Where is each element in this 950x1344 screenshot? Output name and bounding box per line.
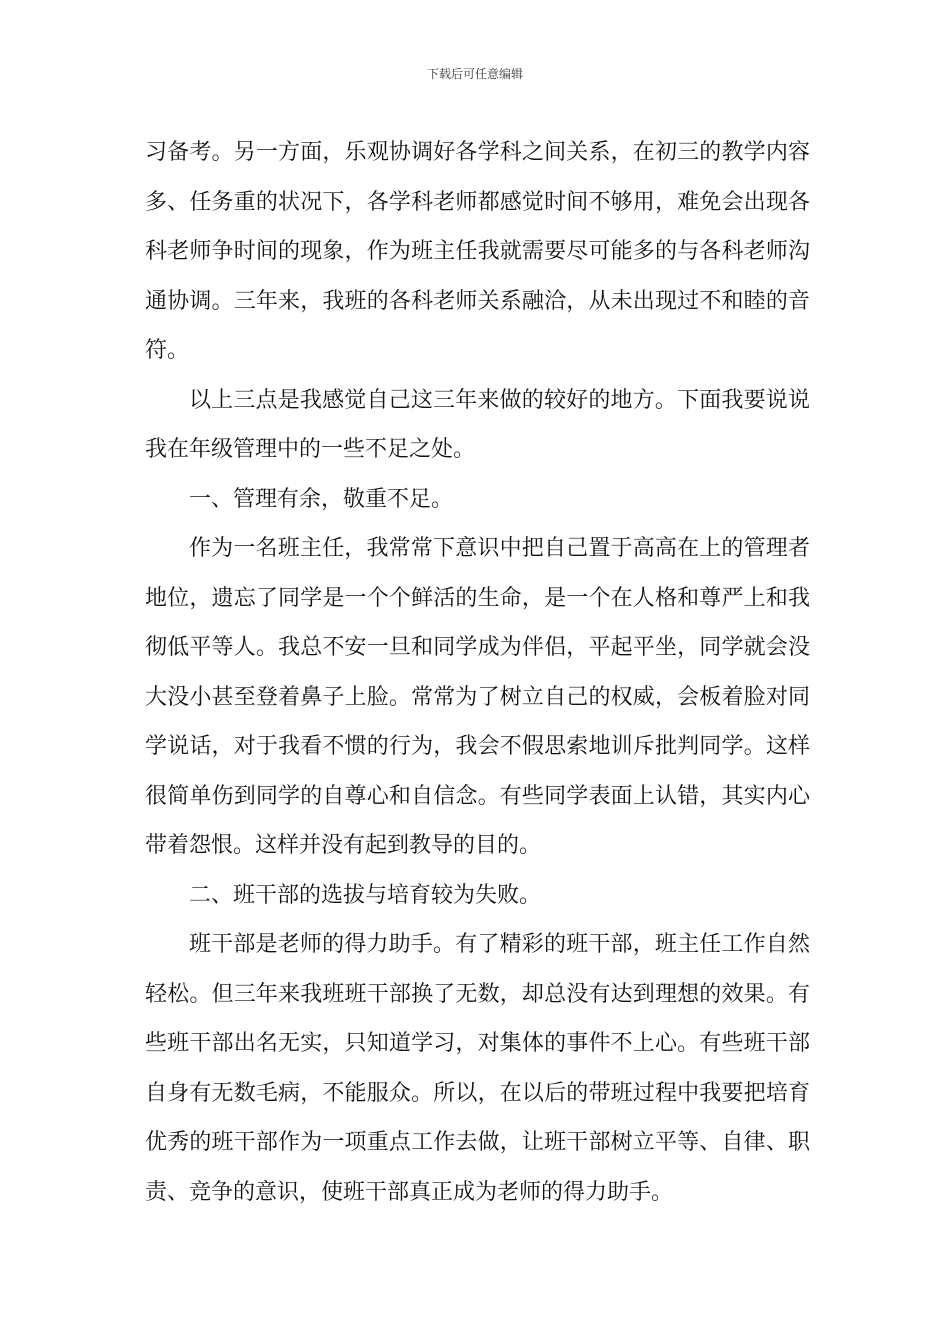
paragraph-section-1: 作为一名班主任，我常常下意识中把自己置于高高在上的管理者地位，遗忘了同学是一个个鲜活的生命，是一个在人格和尊严上和我彻低平等人。我总不安一旦和同学成为伴侣，平起平坐，同学就会没大没小甚至登着鼻子上脸。常常为了树立自己的权威，会板着脸对同学说话，对于我看不惯的行为，我会不假思索地训斥批判同学。这样很简单伤到同学的自尊心和自信念。有些同学表面上认错，其实内心带着怨恨。这样并没有起到教导的目的。 bbox=[145, 536, 810, 858]
paragraph-continuation: 习备考。另一方面，乐观协调好各学科之间关系，在初三的教学内容多、任务重的状况下，各学科老师都感觉时间不够用，难免会出现各科老师争时间的现象，作为班主任我就需要尽可能多的与各科老师沟通协调。三年来，我班的各科老师关系融洽，从未出现过不和睦的音符。 bbox=[145, 140, 810, 363]
page-header: 下载后可任意编辑 bbox=[426, 67, 523, 81]
section-heading-1: 一、管理有余，敬重不足。 bbox=[189, 486, 454, 512]
paragraph-summary: 以上三点是我感觉自己这三年来做的较好的地方。下面我要说说我在年级管理中的一些不足之处。 bbox=[145, 387, 810, 462]
paragraph-section-2: 班干部是老师的得力助手。有了精彩的班干部，班主任工作自然轻松。但三年来我班班干部换了无数，却总没有达到理想的效果。有些班干部出名无实，只知道学习，对集体的事件不上心。有些班干部自身有无数毛病，不能服众。所以，在以后的带班过程中我要把培育优秀的班干部作为一项重点工作去做，让班干部树立平等、自律、职责、竞争的意识，使班干部真正成为老师的得力助手。 bbox=[145, 932, 810, 1205]
document-body bbox=[145, 128, 810, 1217]
section-heading-2: 二、班干部的选拔与培育较为失败。 bbox=[189, 882, 542, 908]
